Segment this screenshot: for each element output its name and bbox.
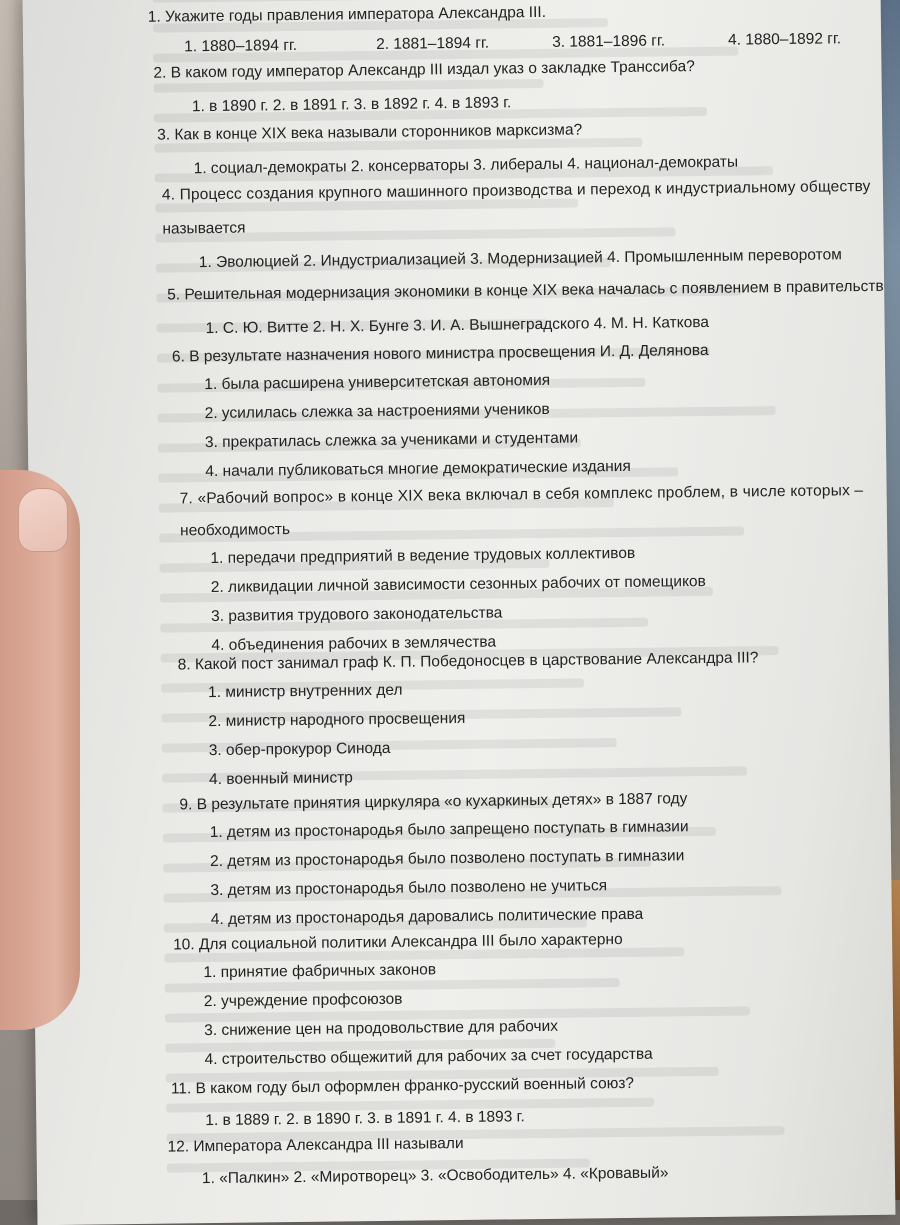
question-title: 11. В каком году был оформлен франко-русский военный союз?	[170, 1074, 635, 1098]
question-title: 12. Императора Александра III называли	[167, 1134, 464, 1156]
answer-option: 2. учреждение профсоюзов	[203, 990, 403, 1011]
test-sheet	[23, 0, 896, 1225]
question-title-line2: называется	[162, 219, 246, 238]
answer-options	[172, 369, 710, 483]
question-11	[171, 1074, 635, 1132]
answer-option: 4. военный министр	[209, 769, 353, 789]
answer-option: 3. обер-прокурор Синода	[208, 739, 391, 760]
question-5	[167, 277, 893, 340]
answer-option: 1. принятие фабричных законов	[203, 961, 437, 982]
answer-options	[180, 541, 865, 656]
question-10	[173, 930, 653, 1071]
answer-option: 4. начали публиковаться многие демократические издания	[205, 457, 631, 481]
question-title: 9. В результате принятия циркуляра «о кухаркиных детях» в 1887 году	[179, 790, 688, 814]
answer-options: 1. С. Ю. Витте 2. Н. Х. Бунге 3. И. А. Вышнеградского 4. М. Н. Каткова	[205, 313, 710, 338]
question-8	[178, 648, 760, 790]
thumb-nail	[18, 488, 68, 552]
question-title: 2. В каком году император Александр III издал указ о закладке Транссиба?	[153, 58, 695, 82]
question-title: 6. В результате назначения нового министра просвещения И. Д. Делянова	[171, 341, 709, 366]
answer-options	[173, 958, 652, 1071]
answer-option: 1. детям из простонародья было запрещено поступать в гимназии	[209, 818, 689, 842]
question-title: 10. Для социальной политики Александра III было характерно	[173, 931, 623, 954]
answer-option: 4. детям из простонародья даровались политические права	[210, 905, 644, 929]
answer-options	[148, 29, 864, 60]
question-title-line1: 4. Процесс создания крупного машинного производства и переход к индустриальному обществу	[161, 177, 871, 204]
answer-options	[180, 817, 690, 930]
answer-option: 2. усилилась слежка за настроениями учеников	[204, 400, 550, 423]
answer-option: 3. 1881–1896 гг.	[552, 32, 666, 51]
answer-option: 2. ликвидации личной зависимости сезонных рабочих от помещиков	[210, 572, 706, 597]
answer-option: 4. строительство общежитий для рабочих за счет государства	[204, 1045, 653, 1069]
answer-option: 1. была расширена университетская автономия	[204, 371, 551, 394]
question-4	[162, 177, 872, 274]
answer-options: 1. Эволюцией 2. Индустриализацией 3. Модернизацией 4. Промышленным переворотом	[198, 246, 842, 272]
question-title: 8. Какой пост занимал граф К. П. Победоносцев в царствование Александра III?	[177, 649, 759, 674]
answer-option: 3. развития трудового законодательства	[211, 604, 503, 626]
answer-option: 2. детям из простонародья было позволено поступать в гимназии	[210, 847, 685, 871]
answer-option: 3. снижение цен на продовольствие для рабочих	[204, 1017, 559, 1040]
answer-option: 2. министр народного просвещения	[208, 709, 466, 731]
answer-option: 3. прекратилась слежка за учениками и студентами	[204, 429, 579, 452]
holding-thumb	[0, 470, 80, 1030]
answer-option: 2. 1881–1894 гг.	[376, 34, 490, 53]
answer-option: 3. детям из простонародья было позволено не учиться	[210, 877, 608, 900]
answer-option: 1. министр внутренних дел	[207, 681, 403, 702]
question-title: 1. Укажите годы правления императора Александра III.	[147, 3, 547, 26]
answer-option: 1. передачи предприятий в ведение трудовых коллективов	[210, 544, 636, 568]
question-12	[167, 1131, 668, 1189]
answer-option: 4. объединения рабочих в землячества	[211, 633, 497, 655]
answer-option: 4. 1880–1892 гг.	[728, 30, 842, 49]
question-list	[108, 0, 893, 1188]
answer-options	[178, 676, 760, 790]
question-title: 3. Как в конце XIX века называли сторонников марксизма?	[157, 121, 583, 144]
answer-options: 1. «Палкин» 2. «Миротворец» 3. «Освободитель» 4. «Кровавый»	[201, 1164, 669, 1188]
answer-options: 1. в 1889 г. 2. в 1890 г. 3. в 1891 г. 4. в 1893 г.	[205, 1108, 525, 1130]
answer-options: 1. в 1890 г. 2. в 1891 г. 3. в 1892 г. 4. в 1893 г.	[191, 94, 512, 116]
answer-option: 1. 1880–1894 гг.	[184, 36, 298, 56]
question-title-line2: необходимость	[179, 521, 291, 540]
question-title: 5. Решительная модернизация экономики в конце XIX века началась с появлением в правительстве	[167, 277, 893, 304]
question-9	[179, 789, 689, 930]
question-2	[153, 57, 695, 118]
question-1	[148, 0, 865, 60]
answer-options: 1. социал-демократы 2. консерваторы 3. либералы 4. национал-демократы	[193, 153, 739, 178]
question-3	[157, 119, 738, 180]
question-title-line1: 7. «Рабочий вопрос» в конце XIX века включал в себя комплекс проблем, в числе которых –	[179, 482, 864, 508]
question-7	[180, 481, 866, 656]
question-6	[172, 341, 710, 483]
